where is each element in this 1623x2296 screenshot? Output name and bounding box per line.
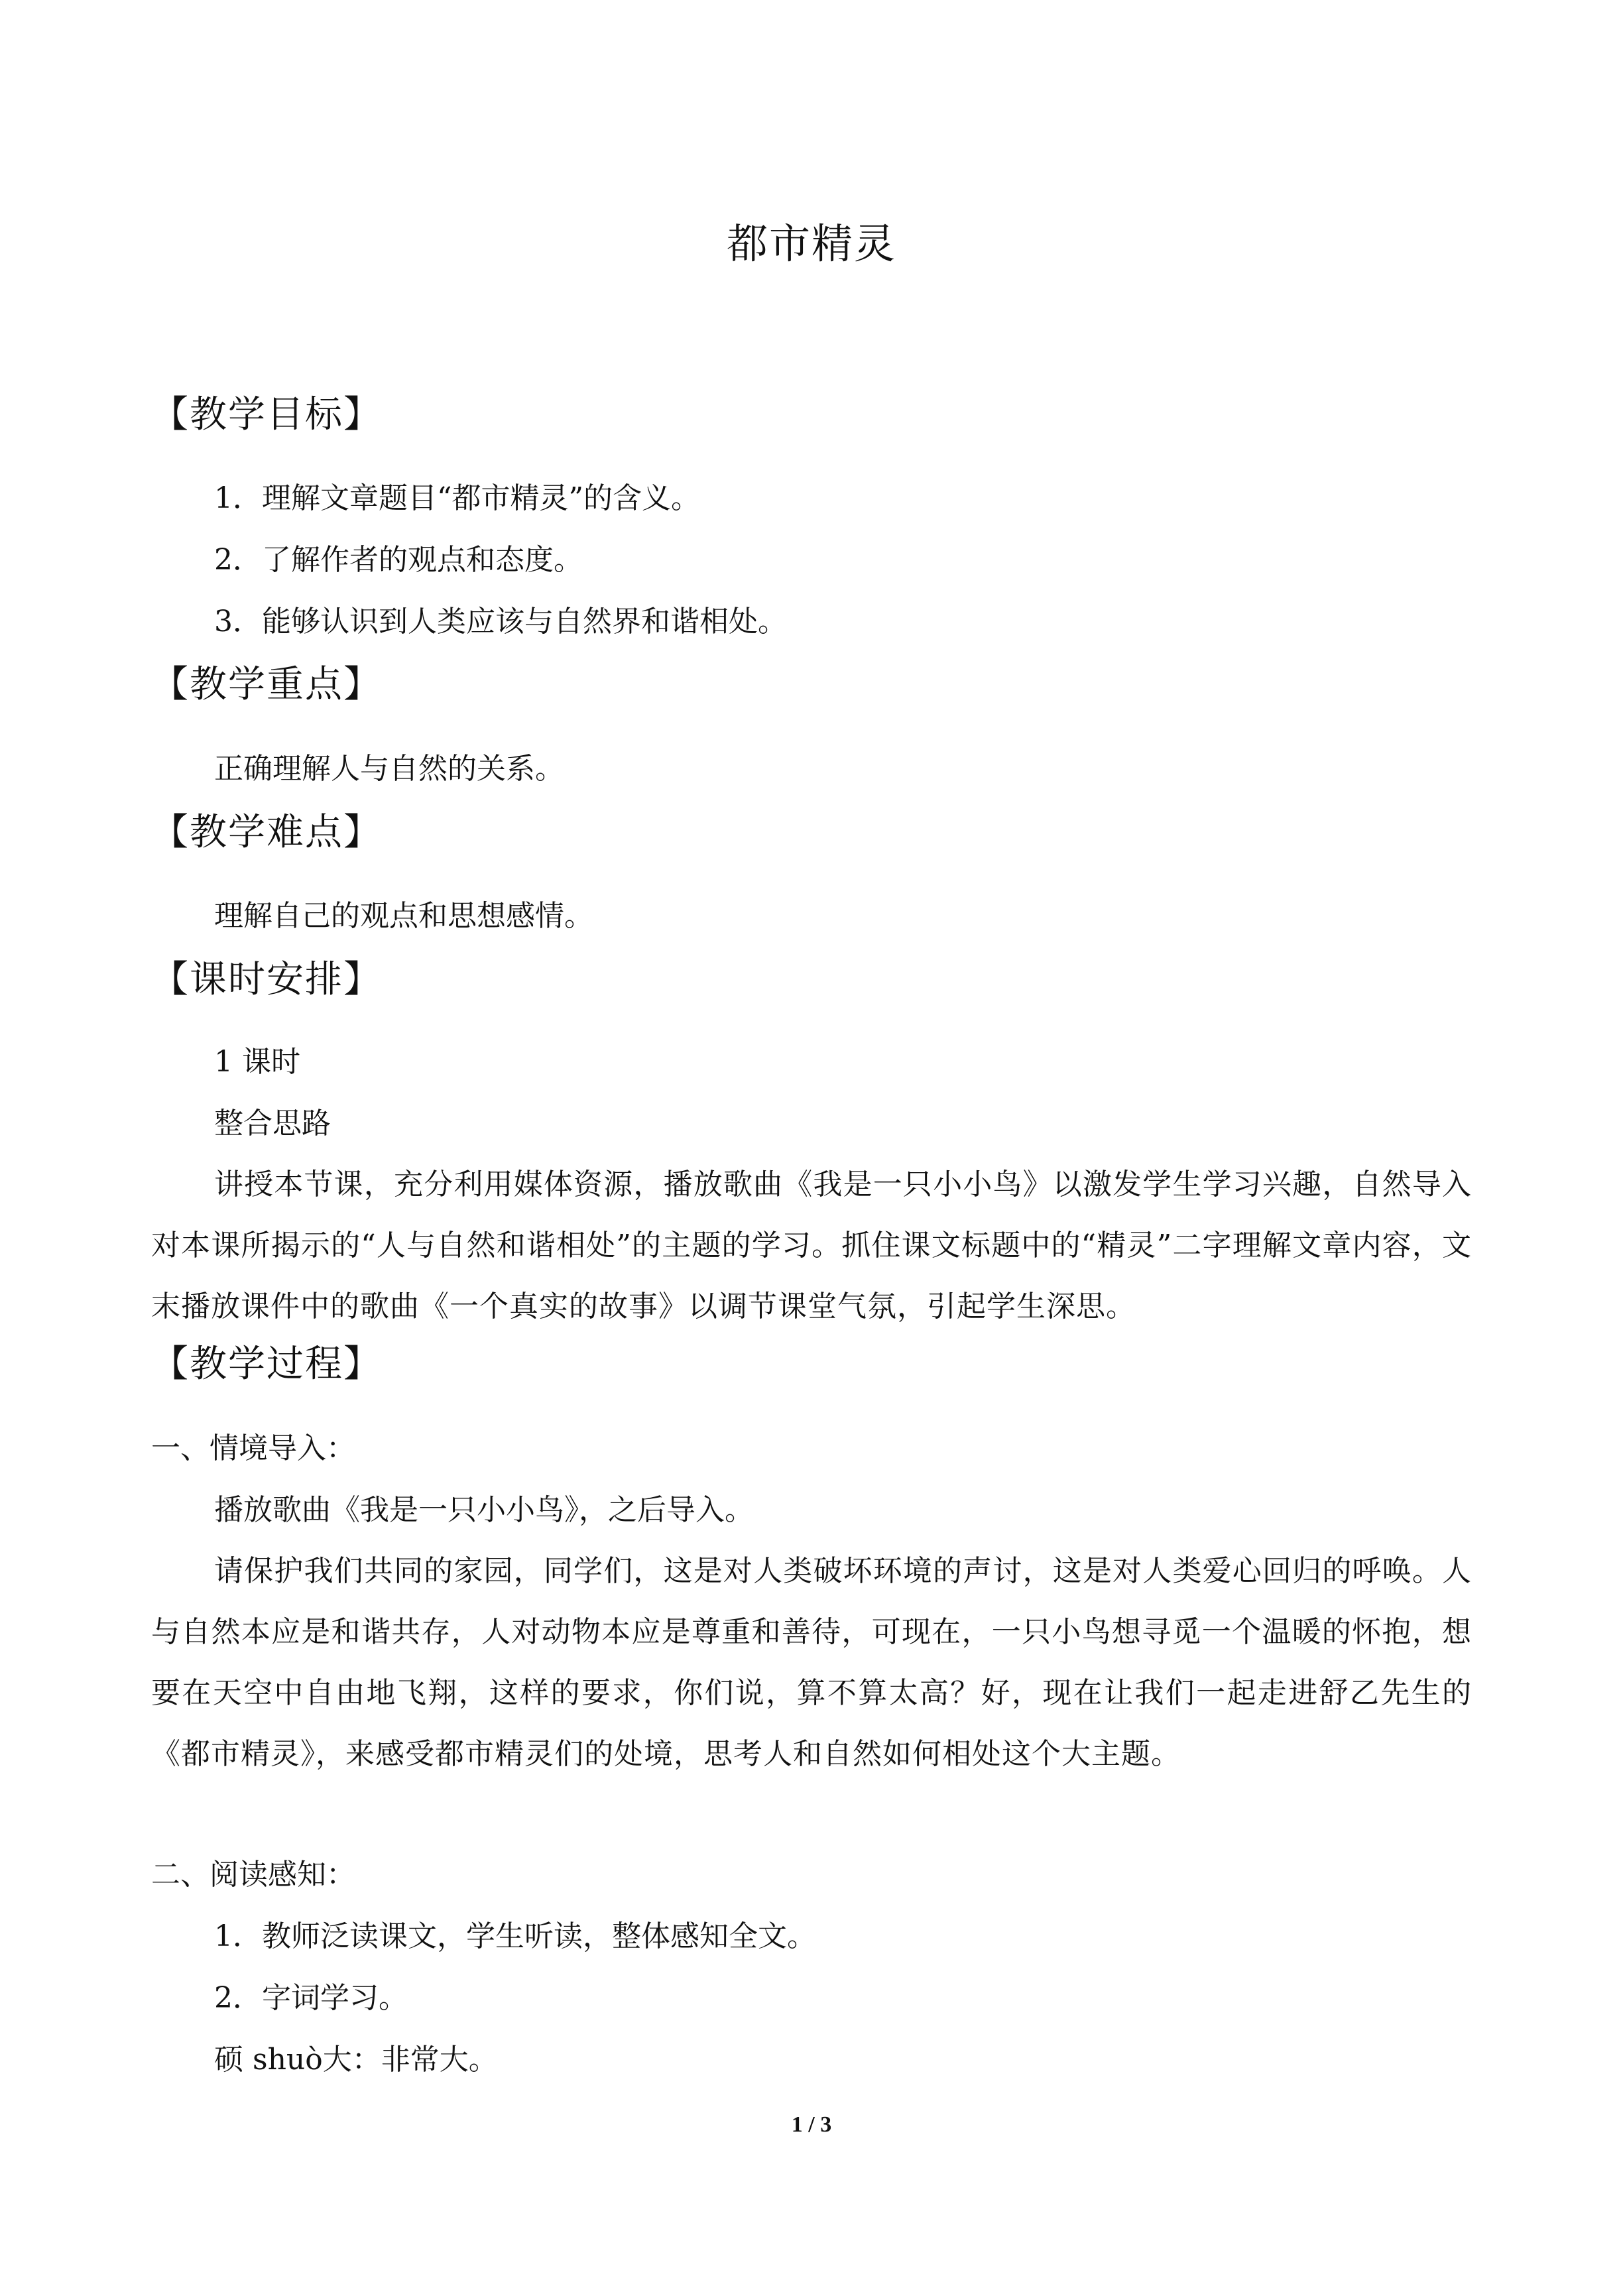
process-part2-title: 二、阅读感知： <box>151 1858 355 1892</box>
heading-process: 【教学过程】 <box>151 1343 382 1386</box>
schedule-paragraph: 讲授本节课，充分利用媒体资源，播放歌曲《我是一只小小鸟》以激发学生学习兴趣，自然导入对本课所揭示的“人与自然和谐相处”的主题的学习。抓住课文标题中的“精灵”二字理解文章内容，文末播放课件中的歌曲《一个真实的故事》以调节课堂气氛，引起学生深思。 <box>151 1168 1472 1323</box>
objective-item-2: 2．了解作者的观点和态度。 <box>214 543 583 577</box>
heading-key-points: 【教学重点】 <box>151 663 382 706</box>
key-points-text: 正确理解人与自然的关系。 <box>214 752 564 786</box>
process-part1-paragraph: 请保护我们共同的家园，同学们，这是对人类破坏环境的声讨，这是对人类爱心回归的呼唤。人与自然本应是和谐共存，人对动物本应是尊重和善待，可现在，一只小鸟想寻觅一个温暖的怀抱，想要在天空中自由地飞翔，这样的要求，你们说，算不算太高？好，现在让我们一起走进舒乙先生的《都市精灵》，来感受都市精灵们的处境，思考人和自然如何相处这个大主题。 <box>151 1554 1472 1771</box>
process-part1-line: 播放歌曲《我是一只小小鸟》，之后导入。 <box>214 1493 754 1527</box>
process-part2-item-1: 1．教师泛读课文，学生听读，整体感知全文。 <box>214 1919 816 1953</box>
schedule-hours: 1 课时 <box>214 1045 300 1079</box>
objective-item-1: 1．理解文章题目“都市精灵”的含义。 <box>214 481 700 515</box>
document-title: 都市精灵 <box>726 219 896 268</box>
schedule-subheading: 整合思路 <box>214 1107 331 1140</box>
process-part2-item-3: 硕 shuò大：非常大。 <box>214 2043 498 2077</box>
heading-difficulties: 【教学难点】 <box>151 811 382 854</box>
process-part1-title: 一、情境导入： <box>151 1431 355 1465</box>
page-number: 1 / 3 <box>791 2112 832 2137</box>
difficulties-text: 理解自己的观点和思想感情。 <box>214 899 593 933</box>
objective-item-3: 3．能够认识到人类应该与自然界和谐相处。 <box>214 605 787 638</box>
process-part2-item-2: 2．字词学习。 <box>214 1981 408 2015</box>
heading-schedule: 【课时安排】 <box>151 958 382 1001</box>
heading-objectives: 【教学目标】 <box>151 393 382 436</box>
